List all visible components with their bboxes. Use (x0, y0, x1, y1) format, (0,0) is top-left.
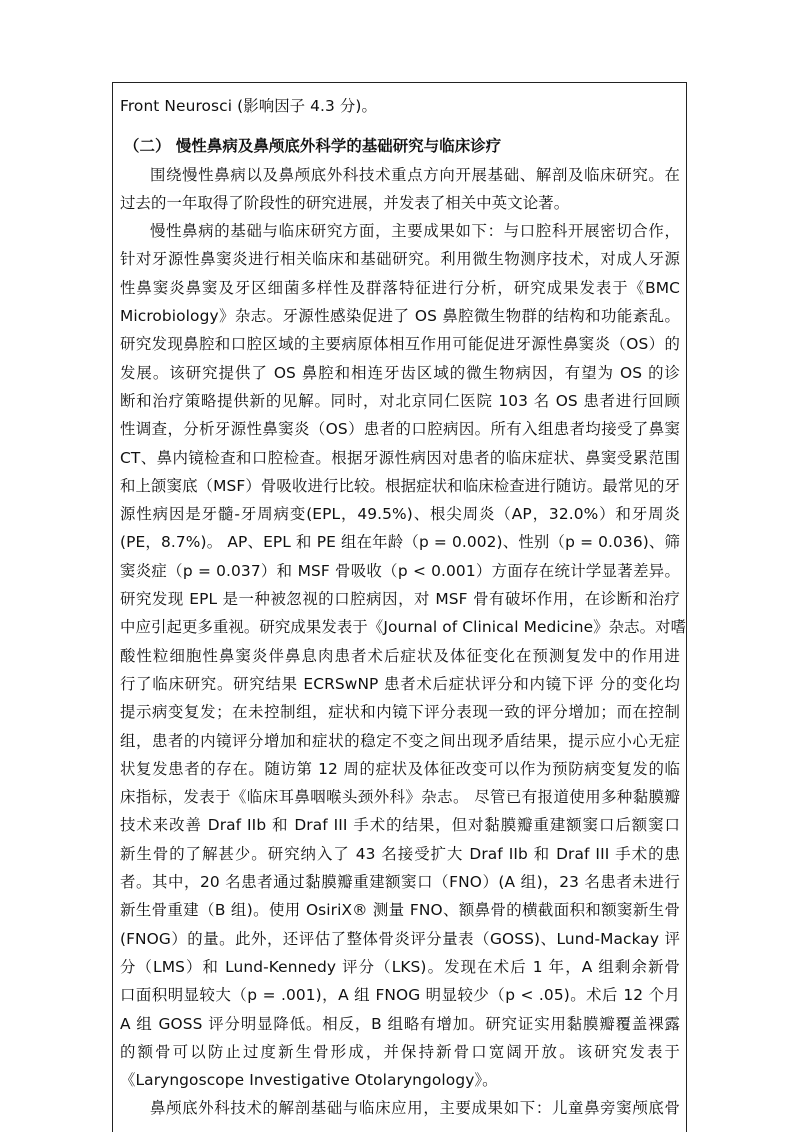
text-line: 提示病变复发；在未控制组，症状和内镜下评分表现一致的评分增加；而在控制 (120, 703, 680, 722)
text-line: 和上颌窦底（MSF）骨吸收进行比较。根据症状和临床检查进行随访。最常见的牙 (120, 476, 680, 495)
text-line: Microbiology》杂志。牙源性感染促进了 OS 鼻腔微生物群的结构和功能紊乱。 (120, 307, 680, 326)
text-line: 断和治疗策略提供新的见解。同时，对北京同仁医院 103 名 OS 患者进行回顾 (120, 391, 680, 410)
text-line: 源性病因是牙髓-牙周病变(EPL，49.5%)、根尖周炎（AP，32.0%）和牙周炎 (120, 505, 680, 524)
text-line: (PE，8.7%)。 AP、EPL 和 PE 组在年龄（p = 0.002)、性别（p = 0.036)、筛 (120, 533, 680, 552)
text-line: 慢性鼻病的基础与临床研究方面，主要成果如下：与口腔科开展密切合作， (150, 222, 680, 241)
text-line: 状复发患者的存在。随访第 12 周的症状及体征改变可以作为预防病变复发的临 (120, 759, 680, 778)
text-line: 过去的一年取得了阶段性的研究进展，并发表了相关中英文论著。 (120, 193, 570, 212)
text-line: (FNOG）的量。此外，还评估了整体骨炎评分量表（GOSS)、Lund-Mackay 评 (120, 929, 680, 948)
text-line: 组，患者的内镜评分增加和症状的稳定不变之间出现矛盾结果，提示应小心无症 (120, 731, 680, 750)
text-line: 的额骨可以防止过度新生骨形成，并保持新骨口宽阔开放。该研究发表于 (120, 1042, 680, 1061)
text-line: 床指标，发表于《临床耳鼻咽喉头颈外科》杂志。 尽管已有报道使用多种黏膜瓣 (120, 788, 680, 807)
text-line: 研究发现 EPL 是一种被忽视的口腔病因，对 MSF 骨有破坏作用，在诊断和治疗 (120, 590, 680, 609)
text-line: 者。其中，20 名患者通过黏膜瓣重建额窦口（FNO）(A 组)，23 名患者未进行 (120, 873, 680, 892)
section-heading: （二） 慢性鼻病及鼻颅底外科学的基础研究与临床诊疗 (124, 137, 502, 156)
text-line: A 组 GOSS 评分明显降低。相反，B 组略有增加。研究证实用黏膜瓣覆盖裸露 (120, 1014, 680, 1033)
text-line: 新生骨重建（B 组)。使用 OsiriX® 测量 FNO、额鼻骨的横截面积和额窦新生骨 (120, 901, 680, 920)
text-line: 性鼻窦炎鼻窦及牙区细菌多样性及群落特征进行分析，研究成果发表于《BMC (120, 278, 680, 297)
text-line: 酸性粒细胞性鼻窦炎伴鼻息肉患者术后症状及体征变化在预测复发中的作用进 (120, 646, 680, 665)
text-line: 鼻颅底外科技术的解剖基础与临床应用，主要成果如下：儿童鼻旁窦颅底骨 (150, 1099, 680, 1118)
text-line: 口面积明显较大（p = .001)，A 组 FNOG 明显较少（p < .05)。术后 12 个月 (120, 986, 680, 1005)
text-line: 新生骨的了解甚少。研究纳入了 43 名接受扩大 Draf IIb 和 Draf III 手术的患 (120, 844, 680, 863)
text-line: Front Neurosci (影响因子 4.3 分)。 (120, 97, 378, 115)
text-line: 窦炎症（p = 0.037）和 MSF 骨吸收（p < 0.001）方面存在统计学显著差异。 (120, 561, 680, 580)
text-line: 中应引起更多重视。研究成果发表于《Journal of Clinical Medicine》杂志。对嗜 (120, 618, 687, 637)
text-line: 行了临床研究。研究结果 ECRSwNP 患者术后症状评分和内镜下评 分的变化均 (120, 674, 680, 693)
text-line: 发展。该研究提供了 OS 鼻腔和相连牙齿区域的微生物病因，有望为 OS 的诊 (120, 363, 680, 382)
text-line: CT、鼻内镜检查和口腔检查。根据牙源性病因对患者的临床症状、鼻窦受累范围 (120, 448, 680, 467)
text-line: 围绕慢性鼻病以及鼻颅底外科技术重点方向开展基础、解剖及临床研究。在 (150, 165, 680, 184)
text-line: 分（LMS）和 Lund-Kennedy 评分（LKS)。发现在术后 1 年，A 组剩余新骨 (120, 957, 680, 976)
document-body (120, 92, 687, 1123)
text-line: 性调查，分析牙源性鼻窦炎（OS）患者的口腔病因。所有入组患者均接受了鼻窦 (120, 420, 680, 439)
spacer (120, 120, 680, 132)
text-line: 《Laryngoscope Investigative Otolaryngology》。 (120, 1071, 498, 1090)
text-line: 研究发现鼻腔和口腔区域的主要病原体相互作用可能促进牙源性鼻窦炎（OS）的 (120, 335, 680, 354)
text-line: 针对牙源性鼻窦炎进行相关临床和基础研究。利用微生物测序技术，对成人牙源 (120, 250, 680, 269)
text-line: 技术来改善 Draf IIb 和 Draf III 手术的结果，但对黏膜瓣重建额窦口后额窦口 (120, 816, 680, 835)
